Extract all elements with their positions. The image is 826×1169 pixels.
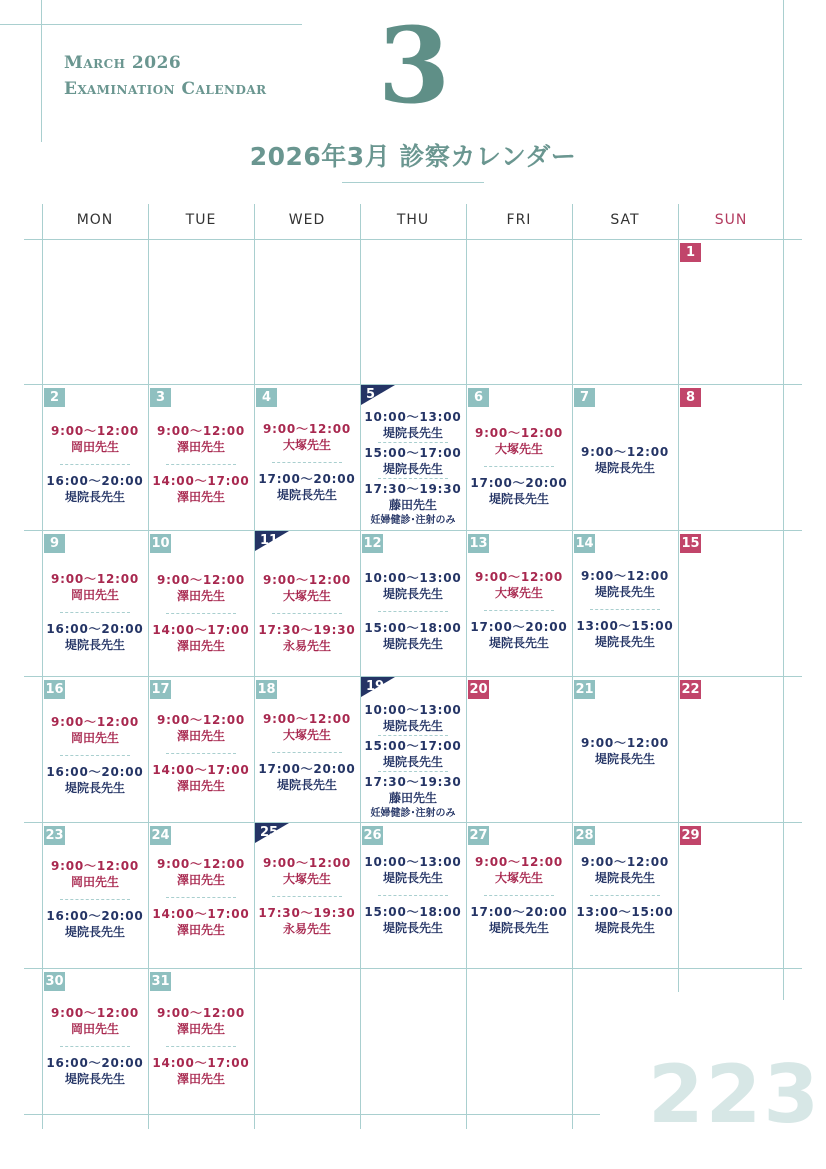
month-number: 3 — [377, 4, 451, 127]
weekday-mon: MON — [76, 212, 114, 228]
doctor-name: 堤院長先生 — [64, 638, 125, 652]
session-divider — [484, 466, 554, 467]
session-time: 17:30〜19:30 — [258, 906, 356, 920]
session-evening — [42, 473, 148, 506]
day-number: 31 — [151, 974, 170, 989]
day-number: 8 — [680, 388, 701, 407]
day-number: 17 — [151, 682, 170, 697]
session-divider — [272, 462, 342, 463]
session-time: 9:00〜12:00 — [580, 736, 670, 750]
session-morning — [42, 571, 148, 604]
grid-line-v — [360, 204, 361, 1129]
session-time: 9:00〜12:00 — [156, 1006, 246, 1020]
session-afternoon — [148, 473, 254, 506]
grid-line-v — [148, 204, 149, 1129]
session-morning — [148, 423, 254, 456]
session-divider — [484, 610, 554, 611]
day-number: 23 — [45, 828, 64, 843]
grid-line-h — [24, 384, 802, 385]
day-number: 20 — [469, 682, 488, 697]
session-morning — [572, 568, 678, 601]
session-time: 16:00〜20:00 — [46, 474, 144, 488]
doctor-name: 堤院長先生 — [276, 488, 337, 502]
day-number: 26 — [363, 828, 382, 843]
session-afternoon — [148, 1055, 254, 1088]
session-time: 14:00〜17:00 — [152, 763, 250, 777]
session-time: 9:00〜12:00 — [50, 572, 140, 586]
session-divider — [590, 895, 660, 896]
session-morning — [254, 855, 360, 888]
page-title: 2026年3月 診察カレンダー — [249, 142, 577, 171]
doctor-name: 堤院長先生 — [382, 719, 443, 733]
session-afternoon — [148, 622, 254, 655]
session-time: 17:30〜19:30 — [258, 623, 356, 637]
session-time: 15:00〜18:00 — [364, 621, 462, 635]
doctor-name: 堤院長先生 — [594, 635, 655, 649]
session-time: 17:00〜20:00 — [258, 762, 356, 776]
doctor-name: 堤院長先生 — [488, 921, 549, 935]
doctor-name: 大塚先生 — [494, 442, 543, 456]
session-morning — [254, 421, 360, 454]
day-number: 2 — [44, 388, 65, 407]
day-number: 10 — [151, 536, 170, 551]
session-time: 14:00〜17:00 — [152, 474, 250, 488]
doctor-name: 堤院長先生 — [488, 492, 549, 506]
session-morning — [148, 712, 254, 745]
doctor-name: 岡田先生 — [70, 875, 119, 889]
session-morning — [360, 409, 466, 442]
session-time: 9:00〜12:00 — [262, 712, 352, 726]
doctor-name: 藤田先生 — [388, 498, 437, 512]
session-morning — [42, 714, 148, 747]
session-divider — [60, 612, 130, 613]
session-morning — [466, 854, 572, 887]
session-time: 17:00〜20:00 — [470, 905, 568, 919]
session-time: 9:00〜12:00 — [50, 1006, 140, 1020]
day-number: 21 — [575, 682, 594, 697]
session-note: 妊婦健診･注射のみ — [370, 515, 456, 526]
day-number: 22 — [681, 682, 700, 697]
session-time: 9:00〜12:00 — [50, 424, 140, 438]
session-divider — [272, 896, 342, 897]
session-morning — [148, 572, 254, 605]
weekday-sat: SAT — [610, 212, 640, 228]
session-time: 16:00〜20:00 — [46, 765, 144, 779]
day-number: 3 — [150, 388, 171, 407]
session-time: 9:00〜12:00 — [580, 445, 670, 459]
session-divider — [378, 478, 448, 479]
day-number: 1 — [680, 243, 701, 262]
doctor-name: 堤院長先生 — [594, 921, 655, 935]
doctor-name: 堤院長先生 — [64, 925, 125, 939]
day-number: 18 — [257, 682, 276, 697]
english-subtitle — [64, 50, 267, 102]
session-morning — [572, 444, 678, 477]
day-number: 12 — [363, 536, 382, 551]
session-morning — [360, 570, 466, 603]
grid-line-v — [678, 204, 679, 992]
day-number: 28 — [575, 828, 594, 843]
weekday-sun: SUN — [714, 212, 748, 228]
doctor-name: 大塚先生 — [494, 586, 543, 600]
day-number: 27 — [469, 828, 488, 843]
session-morning — [466, 569, 572, 602]
session-divider — [60, 899, 130, 900]
session-afternoon — [572, 904, 678, 937]
session-afternoon — [360, 445, 466, 478]
grid-line-h — [24, 1114, 600, 1115]
session-time: 10:00〜13:00 — [364, 571, 462, 585]
day-number: 29 — [681, 828, 700, 843]
session-evening — [360, 774, 466, 821]
session-time: 15:00〜18:00 — [364, 905, 462, 919]
day-number: 30 — [45, 974, 64, 989]
doctor-name: 堤院長先生 — [594, 752, 655, 766]
doctor-name: 澤田先生 — [176, 1022, 225, 1036]
doctor-name: 澤田先生 — [176, 873, 225, 887]
session-divider — [166, 753, 236, 754]
session-time: 9:00〜12:00 — [50, 715, 140, 729]
session-time: 17:30〜19:30 — [364, 775, 462, 789]
session-divider — [60, 1046, 130, 1047]
day-number: 4 — [256, 388, 277, 407]
day-number: 14 — [575, 536, 594, 551]
session-divider — [60, 464, 130, 465]
grid-line-h — [24, 530, 802, 531]
day-number: 24 — [151, 828, 170, 843]
session-time: 16:00〜20:00 — [46, 1056, 144, 1070]
session-afternoon — [360, 620, 466, 653]
session-afternoon — [572, 618, 678, 651]
session-time: 14:00〜17:00 — [152, 1056, 250, 1070]
session-time: 9:00〜12:00 — [156, 573, 246, 587]
grid-line-v — [254, 204, 255, 1129]
session-morning — [466, 425, 572, 458]
session-divider — [166, 1046, 236, 1047]
session-evening — [42, 621, 148, 654]
session-time: 10:00〜13:00 — [364, 703, 462, 717]
title-underline — [342, 182, 484, 183]
session-afternoon — [148, 906, 254, 939]
session-time: 9:00〜12:00 — [474, 855, 564, 869]
session-divider — [272, 613, 342, 614]
doctor-name: 堤院長先生 — [64, 781, 125, 795]
session-morning — [360, 854, 466, 887]
doctor-name: 堤院長先生 — [382, 637, 443, 651]
doctor-name: 澤田先生 — [176, 440, 225, 454]
grid-line-h — [24, 968, 802, 969]
doctor-name: 澤田先生 — [176, 639, 225, 653]
doctor-name: 岡田先生 — [70, 731, 119, 745]
day-number: 15 — [681, 536, 700, 551]
session-time: 17:30〜19:30 — [364, 482, 462, 496]
doctor-name: 堤院長先生 — [382, 462, 443, 476]
session-morning — [360, 702, 466, 735]
session-time: 16:00〜20:00 — [46, 622, 144, 636]
session-evening — [360, 481, 466, 528]
session-time: 9:00〜12:00 — [262, 422, 352, 436]
session-divider — [166, 897, 236, 898]
frame-left-line — [41, 0, 42, 142]
doctor-name: 堤院長先生 — [64, 1072, 125, 1086]
session-time: 9:00〜12:00 — [580, 569, 670, 583]
session-morning — [148, 1005, 254, 1038]
session-evening — [254, 905, 360, 938]
session-divider — [272, 752, 342, 753]
doctor-name: 澤田先生 — [176, 923, 225, 937]
session-time: 9:00〜12:00 — [156, 857, 246, 871]
session-time: 9:00〜12:00 — [262, 573, 352, 587]
day-number: 9 — [44, 534, 65, 553]
session-evening — [254, 471, 360, 504]
session-divider — [378, 442, 448, 443]
doctor-name: 大塚先生 — [282, 728, 331, 742]
grid-line-h — [24, 822, 802, 823]
session-divider — [378, 611, 448, 612]
session-afternoon — [148, 762, 254, 795]
doctor-name: 堤院長先生 — [382, 426, 443, 440]
grid-line-h — [24, 676, 802, 677]
header-top-rule — [0, 24, 302, 25]
session-time: 9:00〜12:00 — [474, 570, 564, 584]
grid-line-h — [24, 239, 802, 240]
session-divider — [378, 735, 448, 736]
doctor-name: 堤院長先生 — [382, 871, 443, 885]
session-time: 15:00〜17:00 — [364, 739, 462, 753]
session-time: 9:00〜12:00 — [156, 424, 246, 438]
page-number: 223 — [648, 1048, 821, 1141]
session-divider — [378, 895, 448, 896]
grid-line-v — [572, 204, 573, 1129]
day-number: 19 — [366, 679, 385, 694]
day-number: 13 — [469, 536, 488, 551]
session-morning — [572, 854, 678, 887]
doctor-name: 堤院長先生 — [382, 755, 443, 769]
session-morning — [254, 572, 360, 605]
day-number: 25 — [260, 825, 279, 840]
session-time: 17:00〜20:00 — [470, 476, 568, 490]
subtitle-line-1: March 2026 — [64, 53, 182, 73]
doctor-name: 堤院長先生 — [488, 636, 549, 650]
session-evening — [42, 764, 148, 797]
doctor-name: 堤院長先生 — [382, 587, 443, 601]
session-evening — [466, 619, 572, 652]
doctor-name: 澤田先生 — [176, 729, 225, 743]
doctor-name: 岡田先生 — [70, 588, 119, 602]
session-time: 17:00〜20:00 — [470, 620, 568, 634]
day-number: 6 — [468, 388, 489, 407]
weekday-fri: FRI — [506, 212, 532, 228]
session-time: 14:00〜17:00 — [152, 623, 250, 637]
day-number: 16 — [45, 682, 64, 697]
doctor-name: 岡田先生 — [70, 1022, 119, 1036]
session-morning — [42, 1005, 148, 1038]
session-morning — [148, 856, 254, 889]
weekday-tue: TUE — [185, 212, 217, 228]
grid-line-v — [466, 204, 467, 1129]
weekday-wed: WED — [288, 212, 326, 228]
session-time: 13:00〜15:00 — [576, 619, 674, 633]
session-afternoon — [360, 738, 466, 771]
doctor-name: 澤田先生 — [176, 779, 225, 793]
doctor-name: 澤田先生 — [176, 589, 225, 603]
doctor-name: 堤院長先生 — [594, 871, 655, 885]
doctor-name: 大塚先生 — [494, 871, 543, 885]
session-afternoon — [360, 904, 466, 937]
doctor-name: 堤院長先生 — [594, 585, 655, 599]
session-time: 9:00〜12:00 — [50, 859, 140, 873]
session-morning — [572, 735, 678, 768]
session-time: 17:00〜20:00 — [258, 472, 356, 486]
doctor-name: 藤田先生 — [388, 791, 437, 805]
session-evening — [466, 904, 572, 937]
session-time: 14:00〜17:00 — [152, 907, 250, 921]
session-divider — [484, 895, 554, 896]
grid-line-v — [42, 204, 43, 1129]
session-morning — [42, 858, 148, 891]
session-time: 9:00〜12:00 — [262, 856, 352, 870]
doctor-name: 大塚先生 — [282, 872, 331, 886]
doctor-name: 澤田先生 — [176, 1072, 225, 1086]
session-evening — [466, 475, 572, 508]
doctor-name: 岡田先生 — [70, 440, 119, 454]
session-time: 13:00〜15:00 — [576, 905, 674, 919]
day-number: 11 — [260, 533, 279, 548]
doctor-name: 澤田先生 — [176, 490, 225, 504]
session-divider — [60, 755, 130, 756]
doctor-name: 堤院長先生 — [64, 490, 125, 504]
subtitle-line-2: Examination Calendar — [64, 79, 267, 99]
session-divider — [590, 609, 660, 610]
session-time: 10:00〜13:00 — [364, 855, 462, 869]
doctor-name: 永易先生 — [282, 639, 331, 653]
doctor-name: 堤院長先生 — [382, 921, 443, 935]
day-number: 7 — [574, 388, 595, 407]
session-time: 9:00〜12:00 — [580, 855, 670, 869]
session-evening — [42, 1055, 148, 1088]
session-divider — [166, 613, 236, 614]
session-time: 9:00〜12:00 — [156, 713, 246, 727]
doctor-name: 大塚先生 — [282, 438, 331, 452]
doctor-name: 堤院長先生 — [594, 461, 655, 475]
session-evening — [42, 908, 148, 941]
session-morning — [254, 711, 360, 744]
session-morning — [42, 423, 148, 456]
doctor-name: 大塚先生 — [282, 589, 331, 603]
doctor-name: 永易先生 — [282, 922, 331, 936]
weekday-thu: THU — [396, 212, 430, 228]
session-evening — [254, 761, 360, 794]
doctor-name: 堤院長先生 — [276, 778, 337, 792]
session-divider — [378, 771, 448, 772]
session-divider — [166, 464, 236, 465]
session-time: 15:00〜17:00 — [364, 446, 462, 460]
session-time: 16:00〜20:00 — [46, 909, 144, 923]
session-evening — [254, 622, 360, 655]
session-time: 10:00〜13:00 — [364, 410, 462, 424]
day-number: 5 — [366, 387, 376, 402]
session-note: 妊婦健診･注射のみ — [370, 808, 456, 819]
session-time: 9:00〜12:00 — [474, 426, 564, 440]
